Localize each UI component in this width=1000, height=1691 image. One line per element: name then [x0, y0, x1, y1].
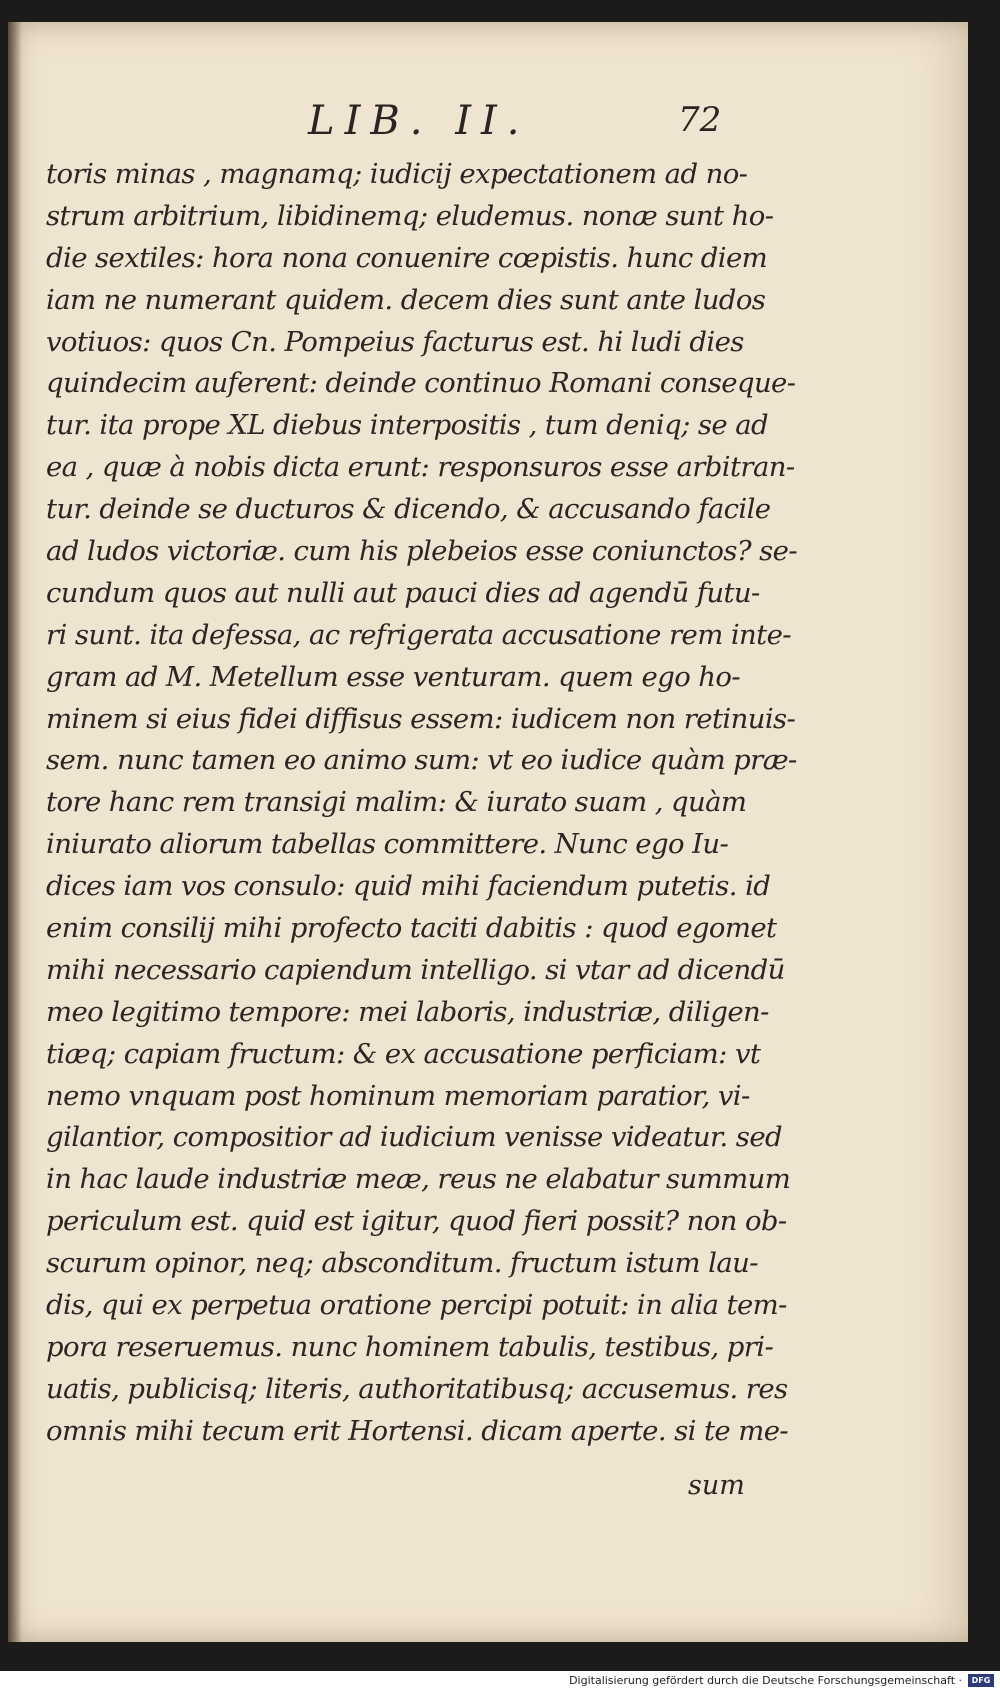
page-gutter-shadow [8, 22, 22, 1642]
text-line: ea , quæ à nobis dicta erunt: responsuros esse arbitran- [46, 451, 795, 484]
text-line: periculum est. quid est igitur, quod fieri possit? non ob- [46, 1205, 787, 1238]
text-line: sem. nunc tamen eo animo sum: vt eo iudice quàm præ- [46, 744, 797, 777]
text-line: ri sunt. ita defessa, ac refrigerata accusatione rem inte- [46, 618, 791, 651]
footer-credit: Digitalisierung gefördert durch die Deutsche Forschungsgemeinschaft · [569, 1674, 962, 1687]
text-line: enim consilij mihi profecto taciti dabitis : quod egomet [46, 912, 777, 945]
text-line: uatis, publicisq; literis, authoritatibusq; accusemus. res [46, 1372, 788, 1405]
text-line: iniurato aliorum tabellas committere. Nunc ego Iu- [46, 828, 729, 861]
text-line: strum arbitrium, libidinemq; eludemus. nonæ sunt ho- [46, 199, 774, 232]
text-line: in hac laude industriæ meæ, reus ne elabatur summum [46, 1163, 791, 1196]
text-line: nemo vnquam post hominum memoriam paratior, vi- [46, 1079, 750, 1112]
page-header [8, 98, 968, 158]
text-line: gilantior, compositior ad iudicium venisse videatur. sed [46, 1121, 782, 1154]
text-line: scurum opinor, neq; absconditum. fructum istum lau- [46, 1247, 758, 1280]
catchword: sum [688, 1470, 745, 1501]
text-line: omnis mihi tecum erit Hortensi. dicam aperte. si te me- [46, 1414, 789, 1447]
text-line: dis, qui ex perpetua oratione percipi potuit: in alia tem- [46, 1289, 787, 1322]
text-line: quindecim auferent: deinde continuo Romani conseque- [46, 367, 796, 400]
text-line: cundum quos aut nulli aut pauci dies ad agendū futu- [46, 576, 760, 609]
folio-number: 72 [678, 100, 722, 140]
text-line: pora reseruemus. nunc hominem tabulis, testibus, pri- [46, 1330, 774, 1363]
running-head: LIB. II. [308, 98, 530, 144]
book-page [8, 22, 968, 1642]
text-line: meo legitimo tempore: mei laboris, industriæ, diligen- [46, 995, 769, 1028]
digitization-footer [0, 1671, 1000, 1691]
dfg-logo-icon: DFG [968, 1674, 994, 1687]
text-line: toris minas , magnamq; iudicij expectationem ad no- [46, 158, 748, 190]
text-line: iam ne numerant quidem. decem dies sunt ante ludos [46, 283, 766, 316]
body-text [46, 154, 806, 1453]
text-line: mihi necessario capiendum intelligo. si vtar ad dicendū [46, 953, 785, 986]
text-line: tur. ita prope XL diebus interpositis , tum deniq; se ad [46, 409, 769, 442]
text-line: ad ludos victoriæ. cum his plebeios esse coniunctos? se- [46, 535, 798, 568]
text-line: dices iam vos consulo: quid mihi faciendum putetis. id [46, 870, 771, 903]
text-line: minem si eius fidei diffisus essem: iudicem non retinuis- [46, 702, 796, 735]
text-line: tore hanc rem transigi malim: & iurato suam , quàm [46, 786, 747, 819]
text-line: tiæq; capiam fructum: & ex accusatione perficiam: vt [46, 1037, 761, 1070]
text-line: votiuos: quos Cn. Pompeius facturus est. hi ludi dies [46, 325, 744, 358]
text-line: gram ad M. Metellum esse venturam. quem ego ho- [46, 660, 741, 693]
text-line: tur. deinde se ducturos & dicendo, & accusando facile [46, 493, 771, 526]
text-line: die sextiles: hora nona conuenire cœpistis. hunc diem [46, 241, 768, 274]
